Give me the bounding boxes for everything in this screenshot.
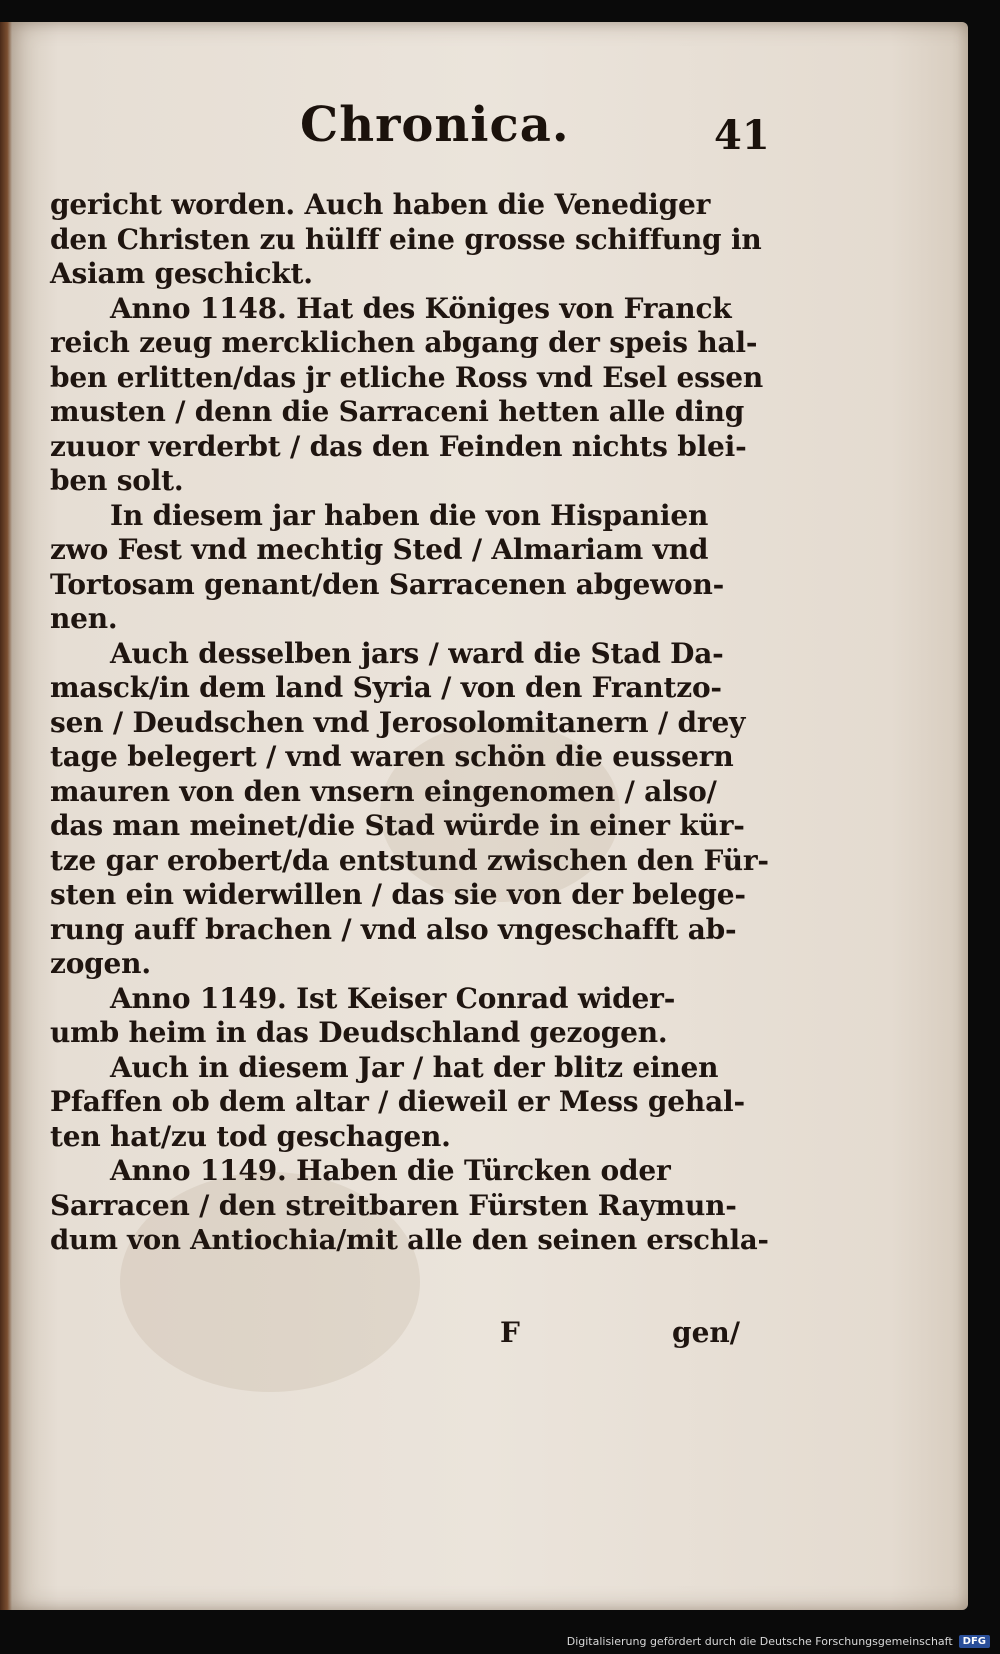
body-text xyxy=(50,188,770,1258)
text-line: Asiam geschickt. xyxy=(50,257,313,290)
page-gutter-shadow xyxy=(0,22,12,1610)
text-line: mauren von den vnsern eingenomen / also/ xyxy=(50,774,717,808)
text-line: nen. xyxy=(50,602,118,635)
text-line: rung auff brachen / vnd also vngeschafft ab- xyxy=(50,912,737,946)
text-line: ben erlitten/das jr etliche Ross vnd Esel essen xyxy=(50,360,764,394)
text-line: Anno 1148. Hat des Königes von Franck xyxy=(110,291,732,325)
text-line: zogen. xyxy=(50,947,151,980)
text-line: tze gar erobert/da entstund zwischen den Für- xyxy=(50,843,769,877)
catchwords xyxy=(500,1316,740,1349)
folio-number: 41 xyxy=(714,112,770,159)
text-line: musten / denn die Sarraceni hetten alle ding xyxy=(50,395,745,428)
text-line: ten hat/zu tod geschagen. xyxy=(50,1119,451,1153)
text-line: Anno 1149. Haben die Türcken oder xyxy=(110,1154,671,1187)
text-line: sten ein widerwillen / das sie von der belege- xyxy=(50,878,746,911)
text-line: dum von Antiochia/mit alle den seinen erschla- xyxy=(50,1224,769,1256)
credit-text: Digitalisierung gefördert durch die Deutsche Forschungsgemeinschaft xyxy=(566,1635,953,1648)
signature-mark: F xyxy=(500,1316,520,1349)
text-line: Tortosam genant/den Sarracenen abgewon- xyxy=(50,567,725,601)
text-line: reich zeug mercklichen abgang der speis hal- xyxy=(50,326,758,359)
text-line: masck/in dem land Syria / von den Frantzo- xyxy=(50,671,722,704)
text-line: umb heim in das Deudschland gezogen. xyxy=(50,1016,668,1049)
catchword: gen/ xyxy=(672,1316,740,1349)
running-title: Chronica. xyxy=(300,97,570,153)
text-line: In diesem jar haben die von Hispanien xyxy=(110,498,709,532)
text-line: Sarracen / den streitbaren Fürsten Raymun- xyxy=(50,1188,737,1222)
text-line: sen / Deudschen vnd Jerosolomitanern / drey xyxy=(50,705,746,739)
text-line: Auch in diesem Jar / hat der blitz einen xyxy=(110,1050,719,1084)
text-line: das man meinet/die Stad würde in einer kür- xyxy=(50,809,745,842)
text-line: ben solt. xyxy=(50,464,184,497)
dfg-logo: DFG xyxy=(959,1635,990,1648)
text-line: zwo Fest vnd mechtig Sted / Almariam vnd xyxy=(50,533,709,566)
text-line: gericht worden. Auch haben die Venediger xyxy=(50,188,711,221)
digitization-credit xyxy=(567,1635,990,1648)
book-page xyxy=(0,22,968,1610)
text-line: den Christen zu hülff eine grosse schiffung in xyxy=(50,222,762,256)
text-line: Anno 1149. Ist Keiser Conrad wider- xyxy=(110,981,676,1015)
text-line: tage belegert / vnd waren schön die eussern xyxy=(50,740,734,773)
text-line: Pfaffen ob dem altar / dieweil er Mess gehal- xyxy=(50,1085,745,1118)
text-line: zuuor verderbt / das den Feinden nichts blei- xyxy=(50,429,747,463)
text-line: Auch desselben jars / ward die Stad Da- xyxy=(110,636,724,670)
